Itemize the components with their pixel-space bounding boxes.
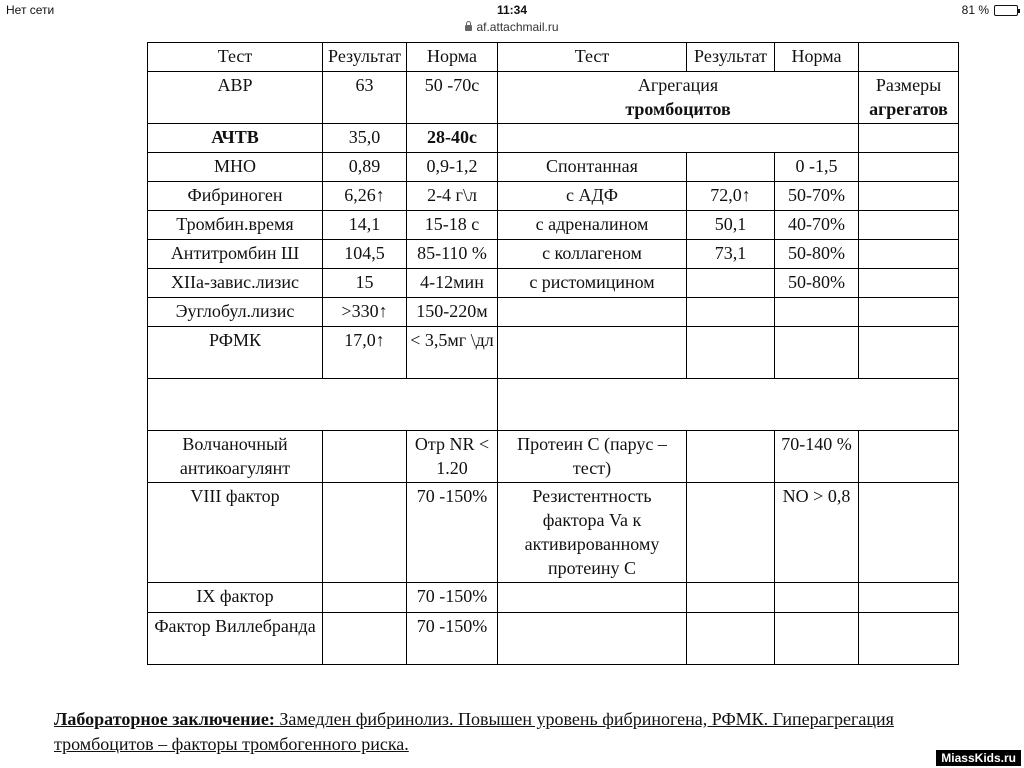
test-norm: 70 -150% <box>407 613 498 665</box>
battery-status <box>962 3 1018 17</box>
empty-cell <box>859 211 959 240</box>
header-cell: Результат <box>687 43 775 72</box>
test-result <box>323 431 407 483</box>
empty-cell <box>775 327 859 379</box>
aggregation-title-line2: тромбоцитов <box>625 99 731 119</box>
battery-percent: 81 % <box>961 3 989 17</box>
test-result <box>323 483 407 583</box>
test-norm: 70 -150% <box>407 483 498 583</box>
agg-test-result: 73,1 <box>687 240 775 269</box>
empty-cell <box>859 269 959 298</box>
test-name: Фактор Виллебранда <box>148 613 323 665</box>
test-result <box>323 613 407 665</box>
battery-icon <box>994 5 1018 16</box>
empty-cell <box>859 327 959 379</box>
empty-cell <box>498 379 959 431</box>
table-row <box>148 124 959 153</box>
table-row <box>148 72 959 124</box>
empty-cell <box>859 583 959 613</box>
test-name: Тромбин.время <box>148 211 323 240</box>
test-norm: 2-4 г\л <box>407 182 498 211</box>
agg-test-result: 72,0↑ <box>687 182 775 211</box>
test-name: РФМК <box>148 327 323 379</box>
test-norm: 28-40с <box>407 124 498 153</box>
table-row <box>148 483 959 583</box>
test-norm: 4-12мин <box>407 269 498 298</box>
empty-cell <box>775 583 859 613</box>
empty-cell <box>498 327 687 379</box>
agg-test-name: Спонтанная <box>498 153 687 182</box>
empty-cell <box>859 124 959 153</box>
header-cell: Результат <box>323 43 407 72</box>
status-bar <box>0 0 1024 20</box>
empty-cell <box>859 613 959 665</box>
empty-cell <box>775 613 859 665</box>
extra-test-name: Резистентность фактора Va к активированному протеину С <box>498 483 687 583</box>
extra-test-result <box>687 431 775 483</box>
agg-test-name: с коллагеном <box>498 240 687 269</box>
table-row <box>148 211 959 240</box>
extra-test-result <box>687 483 775 583</box>
test-name: VIII фактор <box>148 483 323 583</box>
empty-cell <box>859 431 959 483</box>
test-norm: 85-110 % <box>407 240 498 269</box>
agg-test-norm: 40-70% <box>775 211 859 240</box>
empty-cell <box>687 583 775 613</box>
test-result: 17,0↑ <box>323 327 407 379</box>
test-result: >330↑ <box>323 298 407 327</box>
test-name: АЧТВ <box>148 124 323 153</box>
empty-cell <box>859 182 959 211</box>
empty-cell <box>148 379 498 431</box>
agg-test-name: с адреналином <box>498 211 687 240</box>
lock-icon <box>465 25 472 31</box>
agg-test-result: 50,1 <box>687 211 775 240</box>
aggregate-sizes-line1: Размеры <box>875 75 942 95</box>
table-row <box>148 153 959 182</box>
test-norm: 0,9-1,2 <box>407 153 498 182</box>
test-result: 14,1 <box>323 211 407 240</box>
carrier-label: Нет сети <box>6 3 55 17</box>
empty-cell <box>859 153 959 182</box>
clock: 11:34 <box>496 3 528 17</box>
empty-cell <box>498 613 687 665</box>
test-norm: < 3,5мг \дл <box>407 327 498 379</box>
test-name: Волчаночный антикоагулянт <box>148 431 323 483</box>
header-cell <box>859 43 959 72</box>
empty-cell <box>498 124 859 153</box>
test-name: XIIа-завис.лизис <box>148 269 323 298</box>
empty-cell <box>687 298 775 327</box>
test-norm: 15-18 с <box>407 211 498 240</box>
table-row <box>148 613 959 665</box>
table-row <box>148 298 959 327</box>
empty-cell <box>859 240 959 269</box>
test-result: 6,26↑ <box>323 182 407 211</box>
test-name: Антитромбин Ш <box>148 240 323 269</box>
lab-results-table <box>147 42 959 665</box>
header-cell: Норма <box>775 43 859 72</box>
agg-test-result <box>687 269 775 298</box>
agg-test-norm: 50-70% <box>775 182 859 211</box>
test-norm: 50 -70с <box>407 72 498 124</box>
table-row <box>148 379 959 431</box>
aggregate-sizes-line2: агрегатов <box>869 99 948 119</box>
table-row <box>148 327 959 379</box>
table-row <box>148 240 959 269</box>
watermark: MiassKids.ru <box>936 750 1021 766</box>
test-result <box>323 583 407 613</box>
agg-test-result <box>687 153 775 182</box>
address-bar[interactable] <box>0 20 1024 38</box>
header-cell: Норма <box>407 43 498 72</box>
test-name: АВР <box>148 72 323 124</box>
test-name: IX фактор <box>148 583 323 613</box>
agg-test-norm: 0 -1,5 <box>775 153 859 182</box>
table-row <box>148 269 959 298</box>
conclusion-label: Лабораторное заключение: <box>54 709 275 729</box>
agg-test-norm: 50-80% <box>775 240 859 269</box>
extra-test-norm: 70-140 % <box>775 431 859 483</box>
test-result: 35,0 <box>323 124 407 153</box>
header-cell: Тест <box>498 43 687 72</box>
empty-cell <box>775 298 859 327</box>
url-text: af.attachmail.ru <box>476 20 559 34</box>
extra-test-norm: NO > 0,8 <box>775 483 859 583</box>
empty-cell <box>859 483 959 583</box>
aggregation-title <box>498 72 859 124</box>
conclusion-text: Замедлен фибринолиз. Повышен уровень фибриногена, РФМК. Гиперагрегация тромбоцитов – факторы тромбогенного риска. <box>54 709 894 754</box>
extra-test-name: Протеин С (парус – тест) <box>498 431 687 483</box>
empty-cell <box>687 613 775 665</box>
table-header-row <box>148 43 959 72</box>
aggregation-title-line1: Агрегация <box>637 75 719 95</box>
test-name: Фибриноген <box>148 182 323 211</box>
test-norm: 70 -150% <box>407 583 498 613</box>
agg-test-name: с АДФ <box>498 182 687 211</box>
test-name: Эуглобул.лизис <box>148 298 323 327</box>
empty-cell <box>498 583 687 613</box>
agg-test-norm: 50-80% <box>775 269 859 298</box>
table-row <box>148 583 959 613</box>
empty-cell <box>687 327 775 379</box>
empty-cell <box>498 298 687 327</box>
empty-cell <box>859 298 959 327</box>
test-result: 0,89 <box>323 153 407 182</box>
test-norm: Отр NR < 1.20 <box>407 431 498 483</box>
aggregate-sizes-title <box>859 72 959 124</box>
table-row <box>148 431 959 483</box>
test-norm: 150-220м <box>407 298 498 327</box>
lab-conclusion <box>54 707 954 757</box>
header-cell: Тест <box>148 43 323 72</box>
test-result: 63 <box>323 72 407 124</box>
test-name: МНО <box>148 153 323 182</box>
test-result: 15 <box>323 269 407 298</box>
test-result: 104,5 <box>323 240 407 269</box>
agg-test-name: с ристомицином <box>498 269 687 298</box>
table-row <box>148 182 959 211</box>
